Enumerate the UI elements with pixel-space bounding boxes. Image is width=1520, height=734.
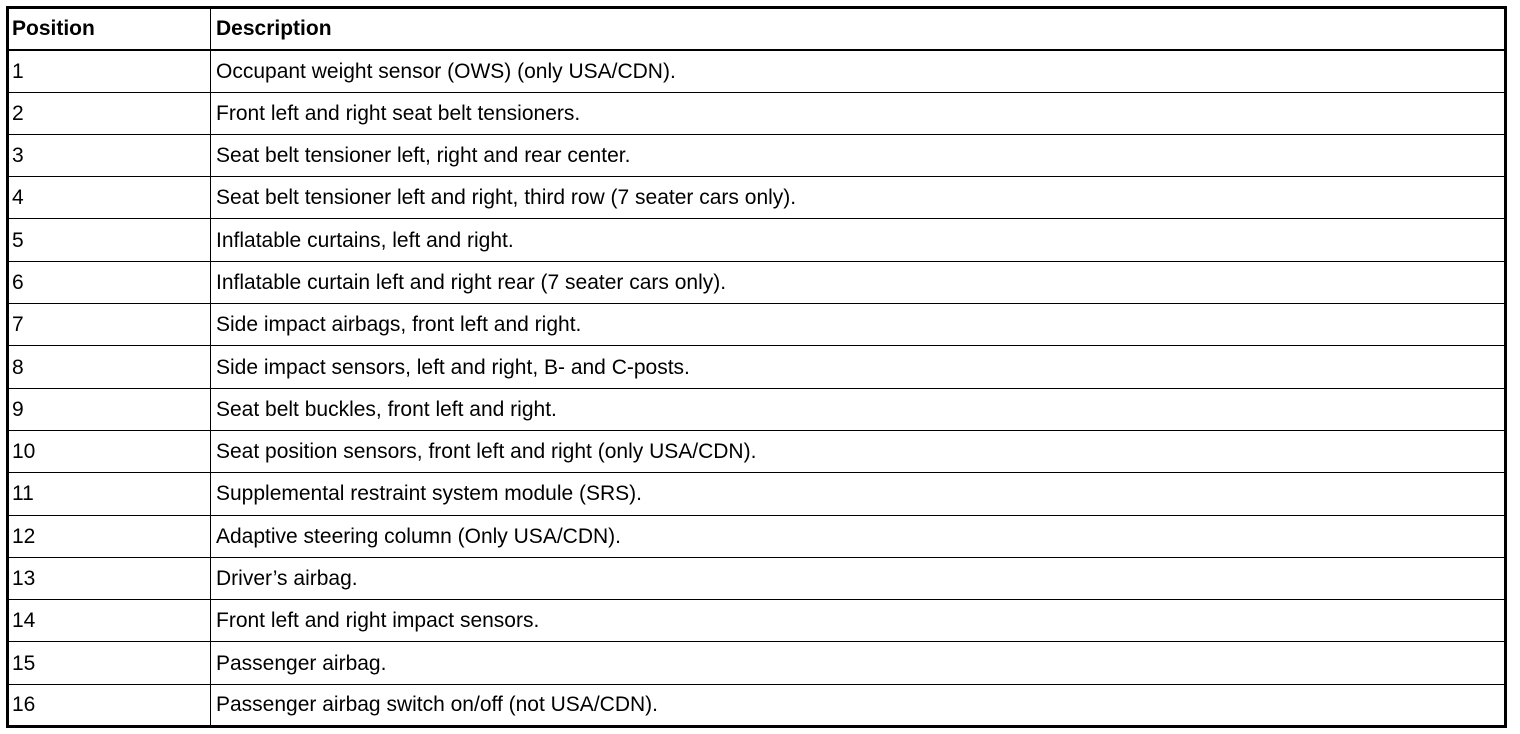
table-row bbox=[8, 388, 1506, 430]
table-row bbox=[8, 346, 1506, 388]
table-row bbox=[8, 557, 1506, 599]
table-body bbox=[8, 50, 1506, 727]
position-cell: 11 bbox=[8, 473, 211, 515]
position-cell: 6 bbox=[8, 261, 211, 303]
position-cell: 15 bbox=[8, 642, 211, 684]
description-cell: Side impact sensors, left and right, B- and C-posts. bbox=[211, 346, 1506, 388]
description-cell: Passenger airbag. bbox=[211, 642, 1506, 684]
table-row bbox=[8, 515, 1506, 557]
header-description: Description bbox=[211, 8, 1506, 50]
position-cell: 10 bbox=[8, 430, 211, 472]
table-row bbox=[8, 642, 1506, 684]
table-row bbox=[8, 261, 1506, 303]
position-cell: 3 bbox=[8, 134, 211, 176]
table-row bbox=[8, 92, 1506, 134]
table-header-row bbox=[8, 8, 1506, 50]
position-description-table bbox=[6, 6, 1507, 728]
description-cell: Driver’s airbag. bbox=[211, 557, 1506, 599]
position-cell: 8 bbox=[8, 346, 211, 388]
table-row bbox=[8, 219, 1506, 261]
description-cell: Seat belt buckles, front left and right. bbox=[211, 388, 1506, 430]
position-cell: 7 bbox=[8, 304, 211, 346]
description-cell: Front left and right impact sensors. bbox=[211, 600, 1506, 642]
description-cell: Seat belt tensioner left, right and rear center. bbox=[211, 134, 1506, 176]
table-row bbox=[8, 177, 1506, 219]
table-row bbox=[8, 684, 1506, 726]
position-cell: 13 bbox=[8, 557, 211, 599]
table-row bbox=[8, 473, 1506, 515]
position-cell: 12 bbox=[8, 515, 211, 557]
position-cell: 16 bbox=[8, 684, 211, 726]
position-cell: 1 bbox=[8, 50, 211, 92]
description-cell: Front left and right seat belt tensioners. bbox=[211, 92, 1506, 134]
description-cell: Supplemental restraint system module (SRS). bbox=[211, 473, 1506, 515]
table-row bbox=[8, 50, 1506, 92]
description-cell: Seat position sensors, front left and right (only USA/CDN). bbox=[211, 430, 1506, 472]
description-cell: Seat belt tensioner left and right, third row (7 seater cars only). bbox=[211, 177, 1506, 219]
description-cell: Inflatable curtain left and right rear (7 seater cars only). bbox=[211, 261, 1506, 303]
description-cell: Side impact airbags, front left and right. bbox=[211, 304, 1506, 346]
description-cell: Adaptive steering column (Only USA/CDN). bbox=[211, 515, 1506, 557]
position-cell: 2 bbox=[8, 92, 211, 134]
position-cell: 4 bbox=[8, 177, 211, 219]
header-position: Position bbox=[8, 8, 211, 50]
description-cell: Inflatable curtains, left and right. bbox=[211, 219, 1506, 261]
table-row bbox=[8, 600, 1506, 642]
table-row bbox=[8, 134, 1506, 176]
position-cell: 5 bbox=[8, 219, 211, 261]
table-row bbox=[8, 304, 1506, 346]
position-cell: 9 bbox=[8, 388, 211, 430]
description-cell: Occupant weight sensor (OWS) (only USA/CDN). bbox=[211, 50, 1506, 92]
description-cell: Passenger airbag switch on/off (not USA/CDN). bbox=[211, 684, 1506, 726]
position-cell: 14 bbox=[8, 600, 211, 642]
table-row bbox=[8, 430, 1506, 472]
